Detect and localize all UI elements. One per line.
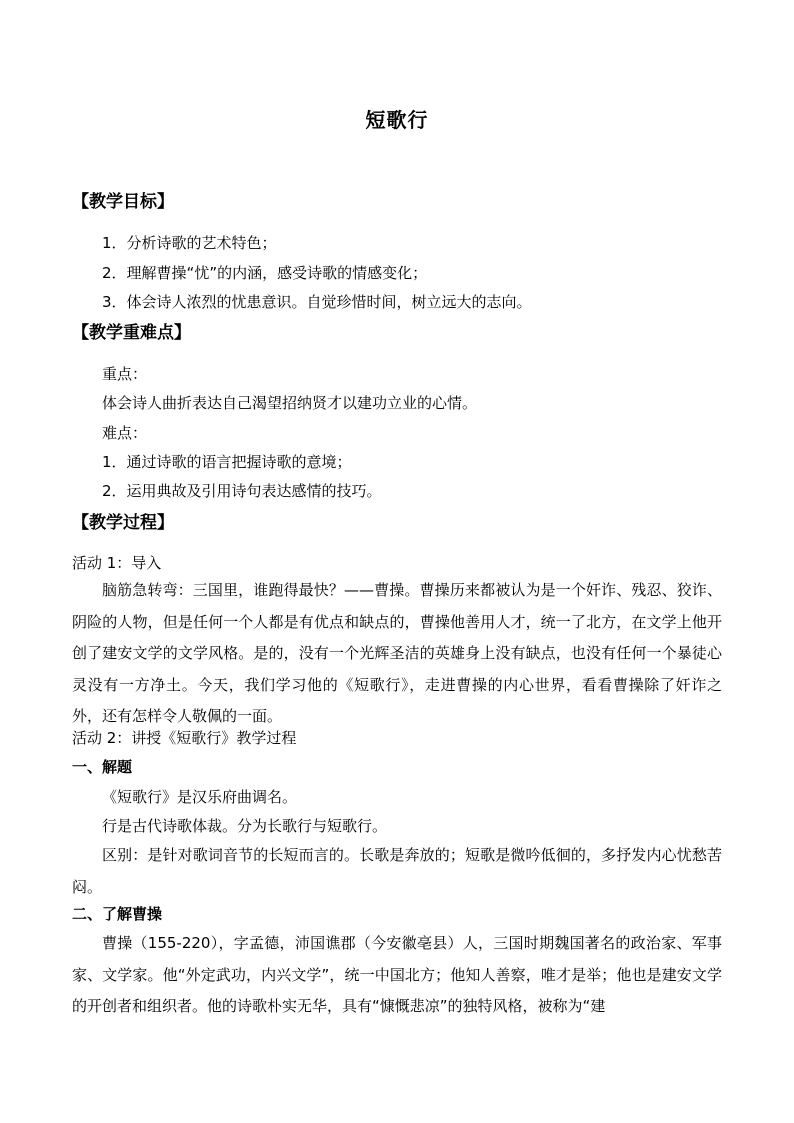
focus-label: 重点： (102, 365, 148, 383)
activity-2-label: 活动 2：讲授《短歌行》教学过程 (72, 729, 297, 747)
goal-item-2: 2．理解曹操“忧”的内涵，感受诗歌的情感变化； (102, 264, 428, 282)
section-1-line-1: 《短歌行》是汉乐府曲调名。 (102, 788, 298, 806)
section-1-heading: 一、解题 (72, 758, 133, 776)
page-title: 短歌行 (365, 108, 429, 132)
activity-1-label: 活动 1：导入 (72, 554, 162, 572)
section-1-difference-paragraph: 区别：是针对歌词音节的长短而言的。长歌是奔放的；短歌是微吟低徊的，多抒发内心忧愁苦闷。 (72, 846, 722, 896)
section-2-heading: 二、了解曹操 (72, 905, 163, 923)
goal-item-3: 3．体会诗人浓烈的忧患意识。自觉珍惜时间，树立远大的志向。 (102, 293, 532, 311)
difficulty-label: 难点： (102, 424, 148, 442)
intro-paragraph: 脑筋急转弯：三国里，谁跑得最快？——曹操。曹操历来都被认为是一个奸诈、残忍、狡诈、阴险的人物，但是任何一个人都是有优点和缺点的，曹操他善用人才，统一了北方，在文学上他开创了建安文学的文学风格。是的，没有一个光辉圣洁的英雄身上没有缺点，也没有任何一个暴徒心灵没有一方净土。今天，我们学习他的《短歌行》，走进曹操的内心世界，看看曹操除了奸诈之外，还有怎样令人敬佩的一面。 (72, 581, 722, 725)
heading-teaching-goals: 【教学目标】 (72, 192, 174, 212)
difficulty-item-1: 1．通过诗歌的语言把握诗歌的意境； (102, 453, 352, 471)
section-1-line-2: 行是古代诗歌体裁。分为长歌行与短歌行。 (102, 817, 388, 835)
difficulty-item-2: 2．运用典故及引用诗句表达感情的技巧。 (102, 482, 382, 500)
heading-teaching-process: 【教学过程】 (72, 513, 174, 533)
section-2-paragraph: 曹操（155-220），字孟德，沛国谯郡（今安徽亳县）人，三国时期魏国著名的政治家、军事家、文学家。他“外定武功，内兴文学”，统一中国北方；他知人善察，唯才是举；他也是建安文学的开创者和组织者。他的诗歌朴实无华，具有“慷慨悲凉”的独特风格，被称为“建 (72, 934, 722, 1015)
focus-text: 体会诗人曲折表达自己渴望招纳贤才以建功立业的心情。 (102, 394, 478, 412)
goal-item-1: 1．分析诗歌的艺术特色； (102, 234, 277, 252)
heading-key-points: 【教学重难点】 (72, 323, 191, 343)
